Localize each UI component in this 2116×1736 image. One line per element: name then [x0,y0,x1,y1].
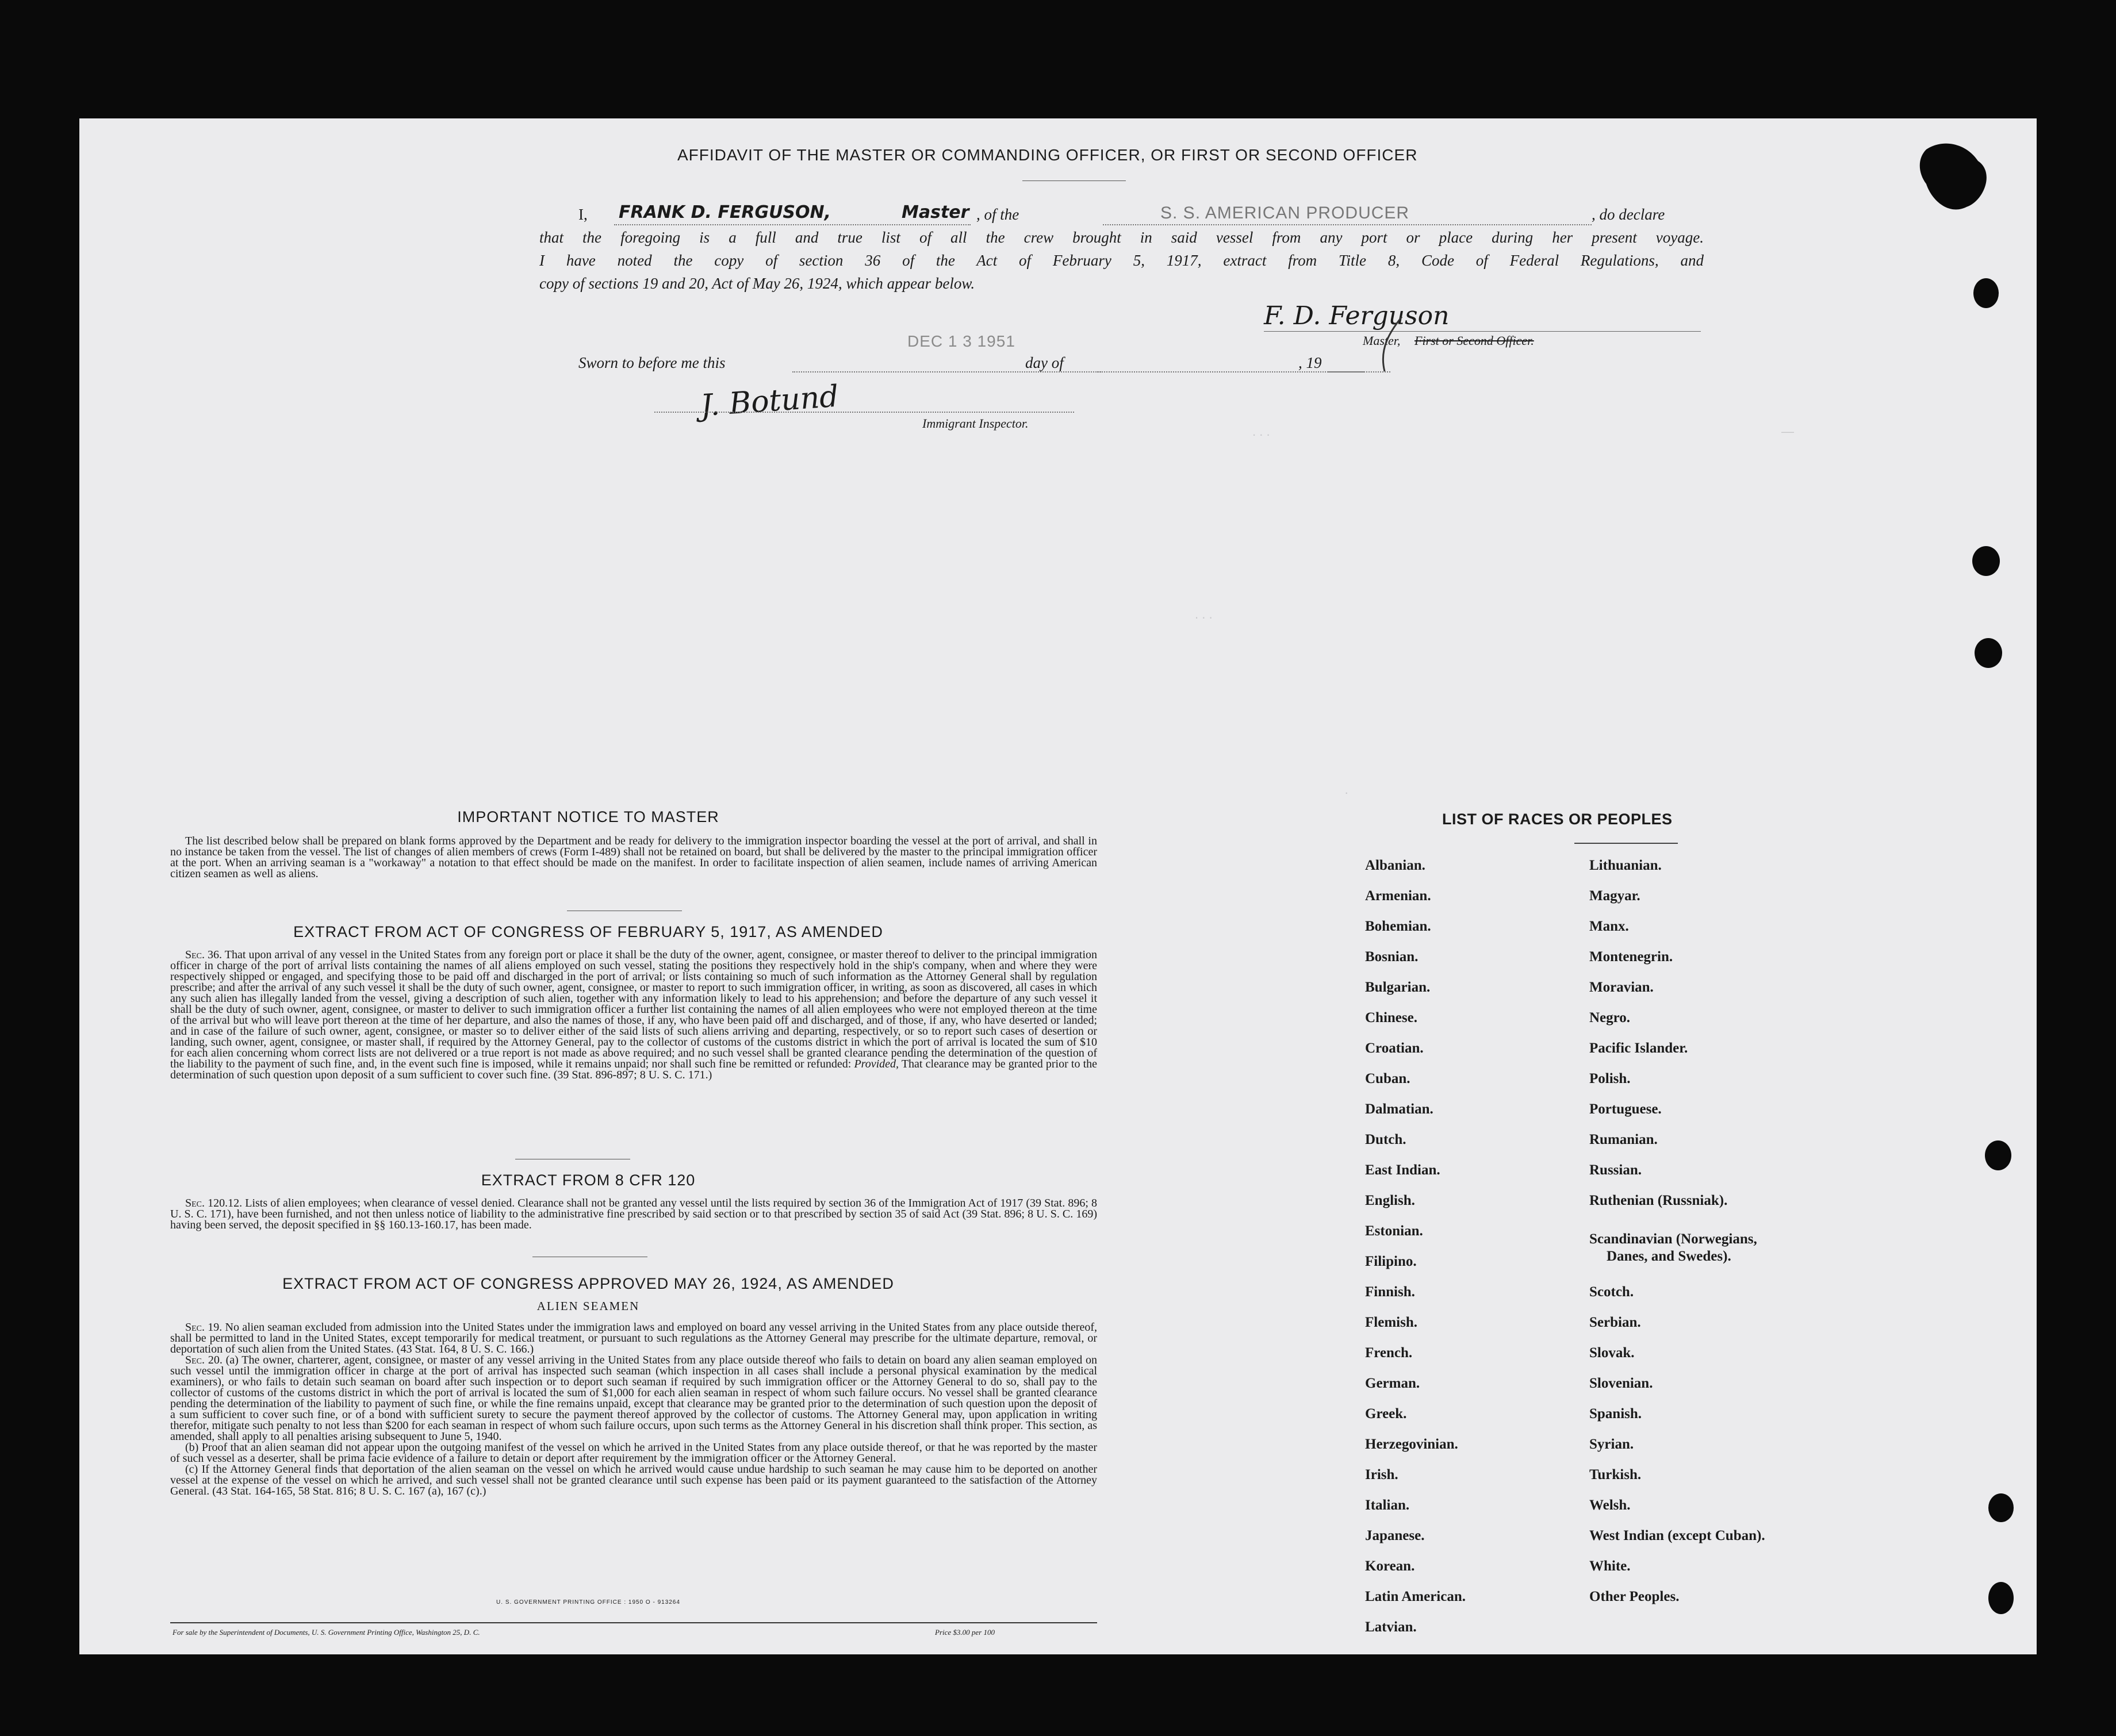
inspector-signature: J. Botund [699,379,840,424]
extract-1917-heading: EXTRACT FROM ACT OF CONGRESS OF FEBRUARY 5, 1917, AS AMENDED [293,923,883,940]
date-stamp: DEC 1 3 1951 [907,332,1015,350]
race-item: German. [1365,1376,1420,1391]
race-item: Rumanian. [1589,1132,1658,1147]
do-declare-label: , do declare [1592,206,1665,223]
race-item: Welsh. [1589,1497,1631,1513]
race-item: Cuban. [1365,1071,1410,1086]
race-item: Portuguese. [1589,1101,1662,1117]
affidavit-line-2: that the foregoing is a full and true list of all the crew brought in said vessel from any port or place during her present voyage. [539,229,1704,246]
bleed-through-mark: · [1344,785,1349,800]
vessel-field-line [1103,224,1592,225]
section-36-label: Sec. 36. [185,948,223,961]
race-item: Bulgarian. [1365,980,1431,995]
section-36-paragraph [170,950,1097,1081]
affidavit-line-3: I have noted the copy of section 36 of the Act of February 5, 1917, extract from Title 8, Code of Federal Regulations, and [539,252,1704,269]
race-item: Danes, and Swedes). [1607,1249,1731,1264]
races-rule [1574,843,1678,844]
year-prefix: , 19 [1298,354,1322,371]
race-item: Flemish. [1365,1315,1417,1330]
race-item: Magyar. [1589,888,1640,904]
title-rule [1022,180,1126,181]
section-20a-paragraph [170,1355,1097,1442]
race-item: Latin American. [1365,1589,1466,1604]
race-item: Dalmatian. [1365,1101,1433,1117]
inspector-caption: Immigrant Inspector. [922,416,1029,431]
affidavit-line-4: copy of sections 19 and 20, Act of May 26, 1924, which appear below. [539,275,975,292]
section-20-label: Sec. 20. [185,1354,223,1366]
affidavit-i-label: I, [578,206,588,223]
notice-text [170,836,1097,879]
extract-1924-heading: EXTRACT FROM ACT OF CONGRESS APPROVED MAY 26, 1924, AS AMENDED [282,1275,894,1292]
race-item: Other Peoples. [1589,1589,1680,1604]
section-36-text: That upon arrival of any vessel in the United States from any foreign port or place it shall be the duty of the owner, agent, consignee, or master thereof to deliver to the principal immigration officer in charge of the port of arrival lists containing the names of all aliens employed on such vessel, stating the positions they respectively hold in the ship's company, when and where they were respectively shipped or engaged, and specifying those to be paid off and discharged in the port of arrival; or lists containing so much of such information as the Attorney General shall by regulation prescribe; and after the arrival of any such vessel it shall be the duty of such owner, agent, consignee, or master to report to such immigration officer, in writing, as soon as discovered, all cases in which any such alien has illegally landed from the vessel, giving a description of such alien, together with any information likely to lead to his apprehension; and before the departure of any such vessel it shall be the duty of such owner, agent, consignee, or master to deliver to such immigration officer a further list containing the names of all alien employees who were not employed thereon at the time of the arrival but who will leave port thereon at the time of her departure, and also the names of those, if any, who have been paid off and discharged, and of those, if any, who have deserted or landed; and in case of the failure of such owner, agent, consignee, or master so to deliver either of the said lists of such aliens arriving and departing, respectively, or so to report such cases of desertion or landing, such owner, agent, consignee, or master shall, if required by the Attorney General, pay to the collector of customs of the customs district in which the port of arrival is located the sum of $10 for each alien concerning whom correct lists are not delivered or a true report is not made as above required; and no such vessel shall be granted clearance pending the determination of the question of the liability to the payment of such fine, and, in the event such fine is imposed, while it remains unpaid; nor shall such fine be remitted or refunded: [170,948,1098,1070]
race-item: Filipino. [1365,1254,1417,1269]
section-120-text: Lists of alien employees; when clearance of vessel denied. Clearance shall not be granted any vessel until the lists required by section 36 of the Immigration Act of 1917 (39 Stat. 896; 8 U. S. C. 171), have been furnished, and not then unless notice of liability to the administrative fine prescribed by said section or to that prescribed by section 35 of said Act (39 Stat. 896; 8 U. S. C. 169) having been served, the deposit specified in §§ 160.13-160.17, has been made. [170,1197,1098,1231]
race-item: Chinese. [1365,1010,1417,1026]
master-name: FRANK D. FERGUSON, [619,202,831,222]
extract-cfr-heading: EXTRACT FROM 8 CFR 120 [481,1172,696,1189]
races-heading: LIST OF RACES OR PEOPLES [1442,811,1673,828]
race-item: Latvian. [1365,1619,1417,1635]
race-item: Scandinavian (Norwegians, [1589,1231,1757,1247]
inspector-field-line [654,412,1074,413]
section-120-paragraph [170,1198,1097,1231]
section-19-text: No alien seaman excluded from admission into the United States under the immigration laws and employed on board any vessel arriving in the United States from any place outside thereof, shall be permitted to land in the United States, except temporarily for medical treatment, or pursuant to such regulations as the Attorney General may prescribe for the ultimate departure, removal, or deportation of such alien from the United States. (43 Stat. 164, 8 U. S. C. 166.) [170,1321,1098,1355]
race-item: Serbian. [1589,1315,1641,1330]
section-120-label: Sec. 120.12. [185,1197,243,1209]
day-of-label: day of [1025,354,1064,371]
race-item: Herzegovinian. [1365,1437,1458,1452]
signature-caption-struck: First or Second Officer. [1414,333,1534,348]
race-item: Bosnian. [1365,949,1419,965]
signature-line [1264,331,1701,332]
punch-hole [1972,546,2000,576]
race-item: Negro. [1589,1010,1631,1026]
race-item: Slovenian. [1589,1376,1653,1391]
punch-hole [1985,1140,2011,1170]
bleed-through-mark: . . . [1195,607,1213,621]
printing-office-line: U. S. GOVERNMENT PRINTING OFFICE : 1950 O - 913264 [496,1599,680,1606]
extract-1924-text [170,1322,1097,1497]
document-sheet [79,118,2037,1654]
race-item: Lithuanian. [1589,858,1662,873]
race-item: East Indian. [1365,1162,1440,1178]
of-the-label: , of the [976,206,1019,223]
race-item: Pacific Islander. [1589,1040,1688,1056]
race-item: Dutch. [1365,1132,1406,1147]
punch-hole [1973,278,1999,308]
race-item: Turkish. [1589,1467,1642,1482]
name-field-line [614,224,971,225]
section-19-label: Sec. 19. [185,1321,223,1334]
race-item: Syrian. [1589,1437,1634,1452]
master-signature: F. D. Ferguson [1264,301,1450,331]
notice-paragraph: The list described below shall be prepared on blank forms approved by the Department and be ready for delivery to the immigration inspector boarding the vessel at the port of arrival, and shall in no instance be taken from the vessel. The list of changes of alien members of crews (Form I-489) shall not be retained on board, but shall be delivered by the master to the principal immigration officer at the port. When an arriving seaman is a "workaway" a notation to that effect should be made on the manifest. In order to facilitate inspection of alien seamen, include names of arriving American citizen seamen as well as aliens. [170,835,1097,880]
year-field-line [1328,371,1364,372]
torn-corner [1915,138,1995,218]
race-item: Manx. [1589,919,1629,934]
race-item: Spanish. [1589,1406,1642,1422]
sworn-label: Sworn to before me this [578,354,726,371]
extract-1917-text [170,950,1097,1081]
signature-caption-master: Master, [1363,333,1401,348]
race-item: Finnish. [1365,1284,1415,1300]
section-20c-paragraph: (c) If the Attorney General finds that deportation of the alien seaman on the vessel on which he arrived would cause undue hardship to such seaman he may cause him to be deported on another vessel at the expense of the vessel on which he arrived, and such vessel shall not be granted clearance until such expense has been paid or its payment guaranteed to the satisfaction of the Attorney General. (43 Stat. 164-165, 58 Stat. 816; 8 U. S. C. 167 (a), 167 (c).) [170,1463,1097,1497]
race-item: Moravian. [1589,980,1654,995]
bleed-through-mark: . . . [1252,424,1270,439]
footer-right: Price $3.00 per 100 [935,1628,995,1637]
race-item: Bohemian. [1365,919,1431,934]
race-item: English. [1365,1193,1415,1208]
bleed-through-mark: — [1781,424,1794,439]
vessel-name: S. S. AMERICAN PRODUCER [1160,203,1410,222]
master-rank: Master [902,202,969,222]
race-item: Polish. [1589,1071,1631,1086]
race-item: Albanian. [1365,858,1425,873]
section-20a-text: (a) The owner, charterer, agent, consignee, or master of any vessel arriving in the United States from any place outside thereof who fails to detain on board any alien seaman employed on such vessel until the immigration officer in charge at the port of arrival has inspected such seaman (which inspection in all cases shall include a personal physical examination by the medical examiners), or who fails to detain such seaman on board after such inspection or to deport such seaman if required by such immigration officer or the Attorney General to do so, shall pay to the collector of customs of the customs district in which the port of arrival is located the sum of $1,000 for each alien seaman in respect of whom such failure occurs. No vessel shall be granted clearance pending the determination of the liability to payment of such fine, or while the fine remains unpaid, except that clearance may be granted prior to the determination of such question upon the deposit of a sum sufficient to cover such fine, or of a bond with sufficient surety to secure the payment thereof approved by the collector of customs. The Attorney General may, upon application in writing therefor, mitigate such penalty to not less than $200 for each seaman in respect of whom such failure occurs, upon such terms as the Attorney General in his discretion shall think proper. This section, as amended, shall apply to all penalties arising subsequent to June 5, 1940. [170,1354,1098,1443]
race-item: Korean. [1365,1558,1415,1574]
race-item: Croatian. [1365,1040,1424,1056]
race-item: French. [1365,1345,1413,1361]
affidavit-title: AFFIDAVIT OF THE MASTER OR COMMANDING OFFICER, OR FIRST OR SECOND OFFICER [677,146,1418,164]
signature-flourish [1367,314,1431,377]
race-item: Scotch. [1589,1284,1634,1300]
race-item: Armenian. [1365,888,1431,904]
punch-hole [1975,638,2002,668]
race-item: Slovak. [1589,1345,1635,1361]
race-item: Russian. [1589,1162,1642,1178]
race-item: Italian. [1365,1497,1410,1513]
race-item: White. [1589,1558,1631,1574]
section-19-paragraph [170,1322,1097,1355]
footer-rule [170,1622,1097,1623]
race-item: Montenegrin. [1589,949,1673,965]
alien-seamen-subheading: ALIEN SEAMEN [536,1299,640,1313]
proviso-label: Provided, [854,1058,899,1070]
footer-left: For sale by the Superintendent of Documents, U. S. Government Printing Office, Washington 25, D. C. [172,1628,480,1637]
race-item: Irish. [1365,1467,1398,1482]
race-item: West Indian (except Cuban). [1589,1528,1765,1543]
race-item: Greek. [1365,1406,1407,1422]
punch-hole [1988,1493,2014,1522]
notice-heading: IMPORTANT NOTICE TO MASTER [457,808,719,825]
race-item: Ruthenian (Russniak). [1589,1193,1728,1208]
race-item: Estonian. [1365,1223,1423,1239]
section-20b-paragraph: (b) Proof that an alien seaman did not appear upon the outgoing manifest of the vessel on which he arrived in the United States from any place outside thereof, or that he was reported by the master of such vessel as a deserter, shall be prima facie evidence of a failure to detain or deport after requirement by the immigration officer or the Attorney General. [170,1441,1097,1465]
race-item: Japanese. [1365,1528,1425,1543]
proviso-text: That clearance may be granted prior to the determination of such question upon deposit of a sum sufficient to cover such fine. (39 Stat. 896-897; 8 U. S. C. 171.) [170,1058,1098,1081]
punch-hole [1988,1582,2014,1614]
extract-cfr-text [170,1198,1097,1231]
